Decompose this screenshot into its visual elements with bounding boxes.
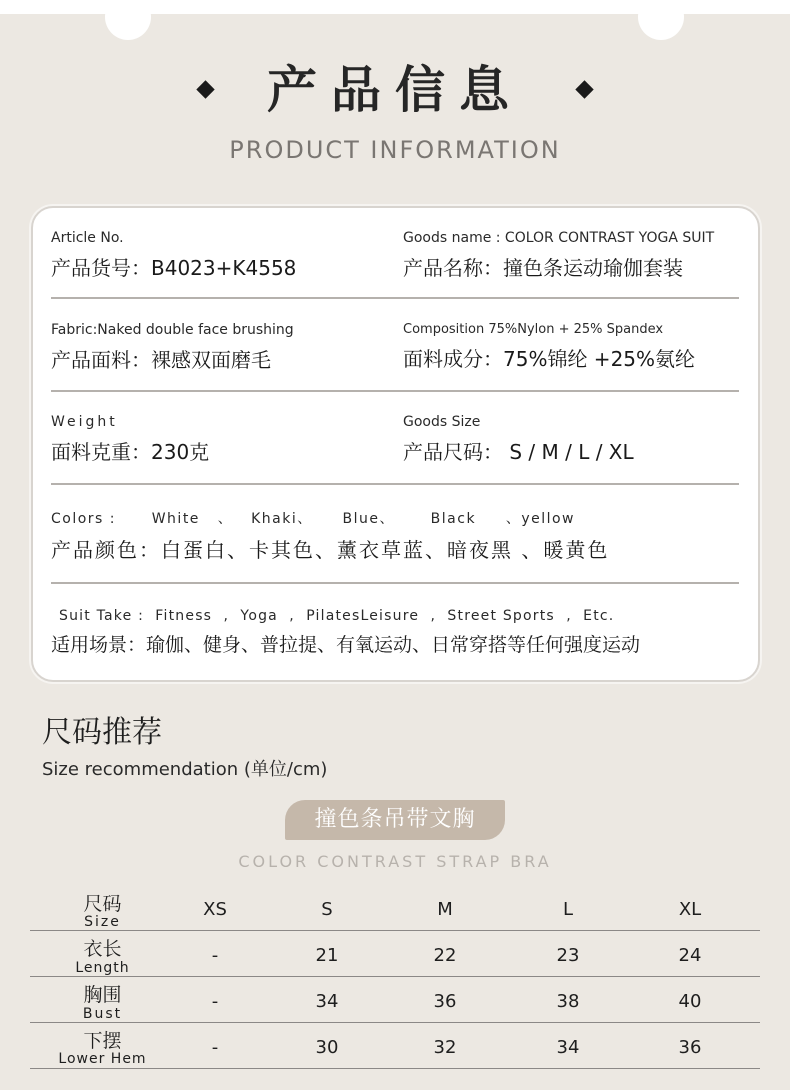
weight-cell bbox=[51, 414, 209, 465]
goods-name-label-en: Goods name : COLOR CONTRAST YOGA SUIT bbox=[403, 230, 715, 246]
row-label-en: Lower Hem bbox=[58, 1051, 147, 1067]
goods-size-value: 产品尺码： S / M / L / XL bbox=[403, 440, 634, 464]
column-header: S bbox=[321, 899, 333, 920]
product-label-pill: 撞色条吊带文胸 bbox=[285, 800, 505, 840]
table-row bbox=[30, 931, 760, 977]
divider bbox=[51, 297, 739, 299]
article-value: 产品货号：B4023+K4558 bbox=[51, 256, 297, 280]
table-cell: 34 bbox=[556, 1037, 580, 1058]
suit-value: 适用场景：瑜伽、健身、普拉提、有氧运动、日常穿搭等任何强度运动 bbox=[51, 634, 641, 656]
composition-cell bbox=[403, 322, 695, 372]
table-cell: 32 bbox=[433, 1037, 457, 1058]
column-header: M bbox=[437, 899, 453, 920]
header-label-en: Size bbox=[84, 914, 121, 930]
table-cell: - bbox=[211, 945, 219, 966]
goods-size-cell bbox=[403, 414, 634, 465]
table-cell: 34 bbox=[315, 991, 339, 1012]
article-cell bbox=[51, 230, 296, 281]
goods-name-cell bbox=[403, 230, 714, 281]
table-cell: 23 bbox=[556, 945, 580, 966]
column-header: XS bbox=[203, 899, 227, 920]
table-cell: 24 bbox=[678, 945, 702, 966]
suit-label-en: Suit Take : Fitness , Yoga , PilatesLeisure , Street Sports , Etc. bbox=[59, 608, 615, 624]
title-wrap bbox=[0, 55, 790, 125]
row-label-cn: 衣长 bbox=[83, 938, 122, 960]
divider bbox=[51, 582, 739, 584]
weight-label-en: Weight bbox=[51, 414, 118, 430]
page-title: 产品信息 bbox=[267, 61, 523, 119]
composition-label-en: Composition 75%Nylon + 25% Spandex bbox=[403, 322, 664, 337]
colors-value: 产品颜色：白蛋白、卡其色、薰衣草蓝、暗夜黑 、暖黄色 bbox=[51, 538, 610, 562]
product-label-en: COLOR CONTRAST STRAP BRA bbox=[238, 852, 552, 871]
table-row bbox=[30, 977, 760, 1023]
size-section-subtitle: Size recommendation (单位/cm) bbox=[42, 759, 328, 780]
table-cell: 22 bbox=[433, 945, 457, 966]
hanger-ring-left bbox=[105, 0, 151, 40]
column-header: L bbox=[562, 899, 574, 920]
table-cell: 36 bbox=[678, 1037, 702, 1058]
fabric-value: 产品面料：裸感双面磨毛 bbox=[51, 348, 271, 372]
fabric-cell bbox=[51, 322, 294, 373]
row-label-en: Bust bbox=[82, 1006, 123, 1022]
hanger-ring-right bbox=[638, 0, 684, 40]
table-row bbox=[30, 1023, 760, 1069]
row-label-cn: 下摆 bbox=[83, 1030, 122, 1052]
size-section-title: 尺码推荐 bbox=[42, 715, 162, 750]
fabric-label-en: Fabric:Naked double face brushing bbox=[51, 322, 294, 338]
divider bbox=[51, 390, 739, 392]
table-cell: - bbox=[211, 991, 219, 1012]
table-cell: 38 bbox=[556, 991, 580, 1012]
page-subtitle: PRODUCT INFORMATION bbox=[229, 136, 561, 164]
row-label-en: Length bbox=[75, 960, 130, 976]
row-label-cn: 胸围 bbox=[83, 984, 122, 1006]
composition-value: 面料成分：75%锦纶 +25%氨纶 bbox=[403, 347, 696, 371]
row-divider bbox=[30, 1068, 760, 1069]
table-cell: 21 bbox=[315, 945, 339, 966]
colors-label-en: Colors : White 、 Khaki、 Blue、 Black 、yellow bbox=[51, 511, 576, 527]
product-info-card bbox=[31, 206, 760, 682]
colors-cell bbox=[51, 508, 609, 563]
table-cell: - bbox=[211, 1037, 219, 1058]
weight-value: 面料克重：230克 bbox=[51, 440, 210, 464]
header-label-cn: 尺码 bbox=[83, 893, 122, 915]
goods-size-label-en: Goods Size bbox=[403, 414, 481, 430]
divider bbox=[51, 483, 739, 485]
article-label-en: Article No. bbox=[51, 230, 124, 246]
suit-cell bbox=[51, 608, 640, 657]
goods-name-value: 产品名称：撞色条运动瑜伽套装 bbox=[403, 256, 683, 280]
column-header: XL bbox=[678, 899, 702, 920]
table-cell: 40 bbox=[678, 991, 702, 1012]
size-table bbox=[30, 885, 760, 1069]
table-header-row bbox=[30, 885, 760, 931]
table-cell: 36 bbox=[433, 991, 457, 1012]
table-cell: 30 bbox=[315, 1037, 339, 1058]
